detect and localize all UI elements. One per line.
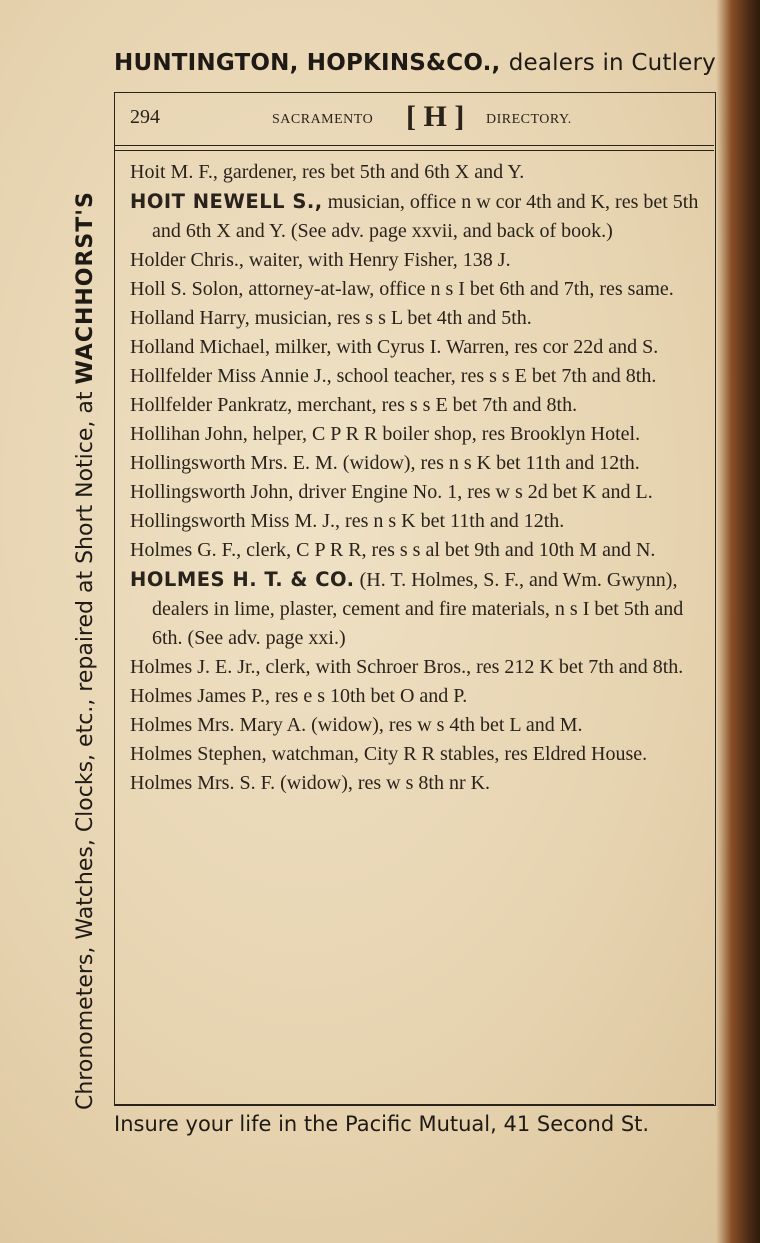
- directory-entry: [130, 682, 710, 711]
- entry-text: Holmes Stephen, watchman, City R R stables, res Eldred House.: [130, 743, 648, 765]
- entry-text: Holder Chris., waiter, with Henry Fisher, 138 J.: [130, 249, 511, 271]
- directory-entry: [130, 565, 710, 653]
- directory-entries: [130, 158, 710, 798]
- header-rule: [114, 145, 714, 146]
- header-directory: DIRECTORY.: [486, 112, 572, 127]
- entry-text: Holl S. Solon, attorney-at-law, office n s I bet 6th and 7th, res same.: [130, 278, 674, 300]
- entry-text: Hollfelder Miss Annie J., school teacher, res s s E bet 7th and 8th.: [130, 365, 657, 387]
- directory-entry: [130, 275, 710, 304]
- entry-text: Holland Harry, musician, res s s L bet 4th and 5th.: [130, 307, 532, 329]
- entry-text: (H. T. Holmes, S. F., and Wm. Gwynn), dealers in lime, plaster, cement and fire materials, n s I bet 5th and 6th. (See adv. page xxi.): [152, 569, 684, 649]
- directory-entry: [130, 478, 710, 507]
- directory-entry: [130, 507, 710, 536]
- entry-text: Hollingsworth Miss M. J., res n s K bet 11th and 12th.: [130, 510, 565, 532]
- entry-text: Holmes J. E. Jr., clerk, with Schroer Bros., res 212 K bet 7th and 8th.: [130, 656, 684, 678]
- side-advertisement: [66, 70, 106, 1110]
- top-ad-suffix: dealers in Cutlery: [508, 50, 716, 76]
- header-letter: [ H ]: [406, 100, 465, 133]
- top-advertisement: [114, 50, 734, 76]
- directory-entry: [130, 187, 710, 246]
- page-header: [130, 100, 710, 144]
- side-ad-name: WACHHORST'S: [73, 191, 98, 385]
- directory-entry: [130, 769, 710, 798]
- directory-entry: [130, 362, 710, 391]
- directory-entry: [130, 449, 710, 478]
- footer-rule: [114, 1104, 714, 1105]
- entry-text: Hoit M. F., gardener, res bet 5th and 6th X and Y.: [130, 161, 525, 183]
- directory-entry: [130, 536, 710, 565]
- entry-name-bold: HOIT NEWELL S.,: [130, 190, 323, 213]
- entry-text: musician, office n w cor 4th and K, res bet 5th and 6th X and Y. (See adv. page xxvii, and back of book.): [152, 191, 699, 242]
- directory-entry: [130, 304, 710, 333]
- entry-text: Holmes G. F., clerk, C P R R, res s s al bet 9th and 10th M and N.: [130, 539, 656, 561]
- entry-text: Hollihan John, helper, C P R R boiler shop, res Brooklyn Hotel.: [130, 423, 641, 445]
- directory-entry: [130, 333, 710, 362]
- entry-text: Holmes Mrs. Mary A. (widow), res w s 4th bet L and M.: [130, 714, 583, 736]
- directory-entry: [130, 711, 710, 740]
- book-spine-shadow: [716, 0, 760, 1243]
- page-number: 294: [130, 106, 160, 128]
- directory-entry: [130, 740, 710, 769]
- directory-entry: [130, 158, 710, 187]
- header-city: SACRAMENTO: [272, 112, 374, 127]
- bottom-advertisement: Insure your life in the Pacific Mutual, 41 Second St.: [114, 1112, 650, 1136]
- directory-entry: [130, 420, 710, 449]
- top-ad-name: HUNTINGTON, HOPKINS&CO.,: [114, 50, 501, 76]
- directory-entry: [130, 391, 710, 420]
- entry-name-bold: HOLMES H. T. & CO.: [130, 568, 355, 591]
- entry-text: Hollingsworth Mrs. E. M. (widow), res n s K bet 11th and 12th.: [130, 452, 640, 474]
- entry-text: Holmes James P., res e s 10th bet O and P.: [130, 685, 468, 707]
- directory-entry: [130, 653, 710, 682]
- entry-text: Hollfelder Pankratz, merchant, res s s E bet 7th and 8th.: [130, 394, 578, 416]
- header-rule-double: [114, 150, 714, 151]
- directory-entry: [130, 246, 710, 275]
- entry-text: Holland Michael, milker, with Cyrus I. Warren, res cor 22d and S.: [130, 336, 659, 358]
- side-ad-text: Chronometers, Watches, Clocks, etc., repaired at Short Notice, at: [73, 391, 98, 1110]
- entry-text: Hollingsworth John, driver Engine No. 1, res w s 2d bet K and L.: [130, 481, 653, 503]
- entry-text: Holmes Mrs. S. F. (widow), res w s 8th nr K.: [130, 772, 491, 794]
